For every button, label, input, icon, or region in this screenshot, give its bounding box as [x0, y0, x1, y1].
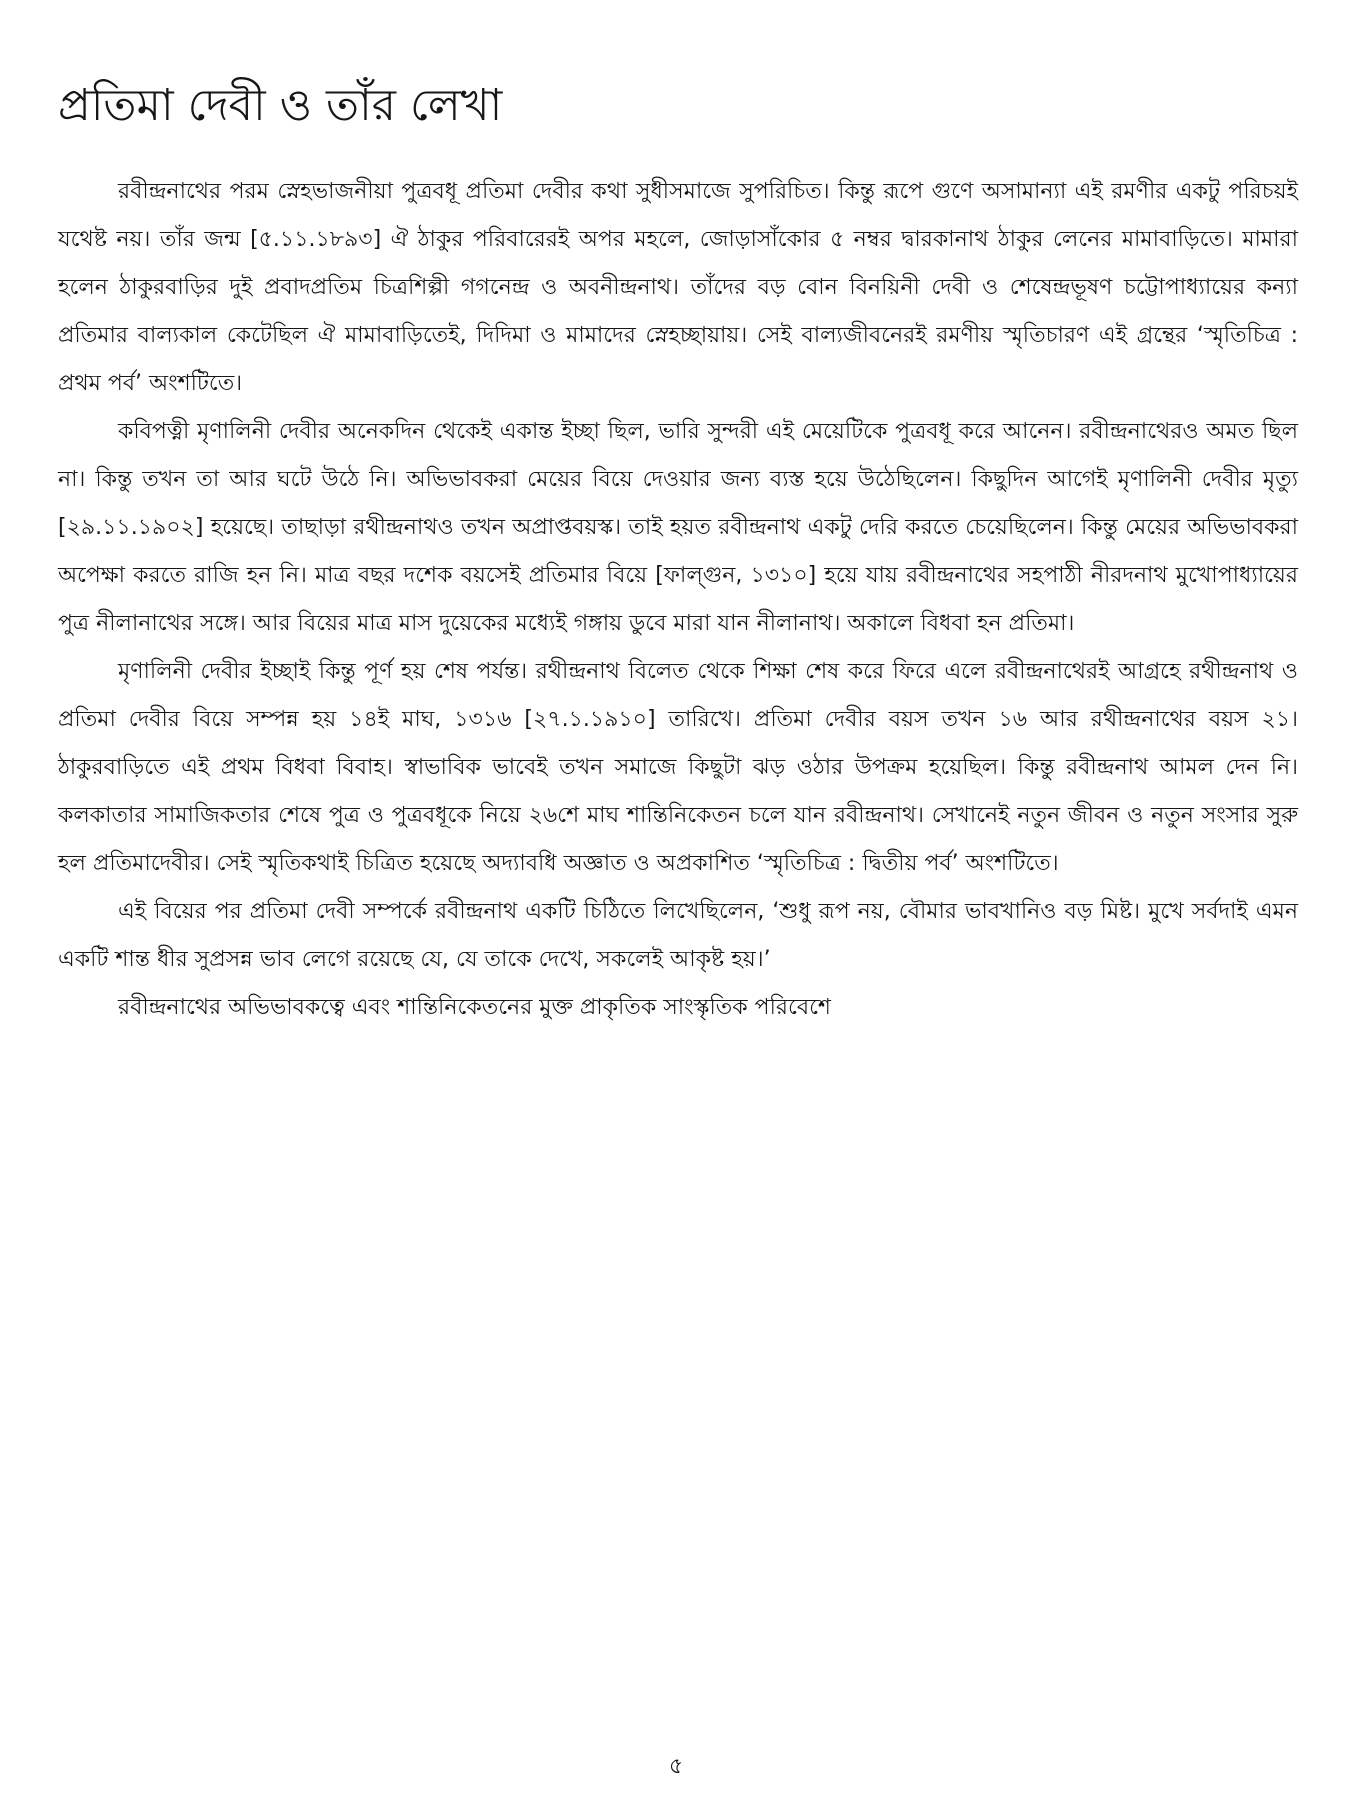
page-number: ৫ [668, 1754, 684, 1779]
paragraph: রবীন্দ্রনাথের পরম স্নেহভাজনীয়া পুত্রবধূ প্রতিমা দেবীর কথা সুধীসমাজে সুপরিচিত। কিন্তু রূপে গুণে অসামান্যা এই রমণীর একটু পরিচয়ই যথেষ্ট নয়। তাঁর জন্ম [৫.১১.১৮৯৩] ঐ ঠাকুর পরিবারেরই অপর মহলে, জোড়াসাঁকোর ৫ নম্বর দ্বারকানাথ ঠাকুর লেনের মামাবাড়িতে। মামারা হলেন ঠাকুরবাড়ির দুই প্রবাদপ্রতিম চিত্রশিল্পী গগনেন্দ্র ও অবনীন্দ্রনাথ। তাঁদের বড় বোন বিনয়িনী দেবী ও শেষেন্দ্রভূষণ চট্টোপাধ্যায়ের কন্যা প্রতিমার বাল্যকাল কেটেছিল ঐ মামাবাড়িতেই, দিদিমা ও মামাদের স্নেহচ্ছায়ায়। সেই বাল্যজীবনেরই রমণীয় স্মৃতিচারণ এই গ্রন্থের ‘স্মৃতিচিত্র : প্রথম পর্ব’ অংশটিতে। [58, 179, 1298, 396]
paragraph: কবিপত্নী মৃণালিনী দেবীর অনেকদিন থেকেই একান্ত ইচ্ছা ছিল, ভারি সুন্দরী এই মেয়েটিকে পুত্রবধূ করে আনেন। রবীন্দ্রনাথেরও অমত ছিল না। কিন্তু তখন তা আর ঘটে উঠে নি। অভিভাবকরা মেয়ের বিয়ে দেওয়ার জন্য ব্যস্ত হয়ে উঠেছিলেন। কিছুদিন আগেই মৃণালিনী দেবীর মৃত্যু [২৯.১১.১৯০২] হয়েছে। তাছাড়া রথীন্দ্রনাথও তখন অপ্রাপ্তবয়স্ক। তাই হয়ত রবীন্দ্রনাথ একটু দেরি করতে চেয়েছিলেন। কিন্তু মেয়ের অভিভাবকরা অপেক্ষা করতে রাজি হন নি। মাত্র বছর দশেক বয়সেই প্রতিমার বিয়ে [ফাল্গুন, ১৩১০] হয়ে যায় রবীন্দ্রনাথের সহপাঠী নীরদনাথ মুখোপাধ্যায়ের পুত্র নীলানাথের সঙ্গে। আর বিয়ের মাত্র মাস দুয়েকের মধ্যেই গঙ্গায় ডুবে মারা যান নীলানাথ। অকালে বিধবা হন প্রতিমা। [58, 419, 1298, 636]
body-text [58, 168, 1298, 1032]
chapter-title: প্রতিমা দেবী ও তাঁর লেখা [58, 80, 503, 131]
paragraph: এই বিয়ের পর প্রতিমা দেবী সম্পর্কে রবীন্দ্রনাথ একটি চিঠিতে লিখেছিলেন, ‘শুধু রূপ নয়, বৌমার ভাবখানিও বড় মিষ্ট। মুখে সর্বদাই এমন একটি শান্ত ধীর সুপ্রসন্ন ভাব লেগে রয়েছে যে, যে তাকে দেখে, সকলেই আকৃষ্ট হয়।’ [58, 899, 1298, 972]
paragraph: মৃণালিনী দেবীর ইচ্ছাই কিন্তু পূর্ণ হয় শেষ পর্যন্ত। রথীন্দ্রনাথ বিলেত থেকে শিক্ষা শেষ করে ফিরে এলে রবীন্দ্রনাথেরই আগ্রহে রথীন্দ্রনাথ ও প্রতিমা দেবীর বিয়ে সম্পন্ন হয় ১৪ই মাঘ, ১৩১৬ [২৭.১.১৯১০] তারিখে। প্রতিমা দেবীর বয়স তখন ১৬ আর রথীন্দ্রনাথের বয়স ২১। ঠাকুরবাড়িতে এই প্রথম বিধবা বিবাহ। স্বাভাবিক ভাবেই তখন সমাজে কিছুটা ঝড় ওঠার উপক্রম হয়েছিল। কিন্তু রবীন্দ্রনাথ আমল দেন নি। কলকাতার সামাজিকতার শেষে পুত্র ও পুত্রবধূকে নিয়ে ২৬শে মাঘ শান্তিনিকেতন চলে যান রবীন্দ্রনাথ। সেখানেই নতুন জীবন ও নতুন সংসার সুরু হল প্রতিমাদেবীর। সেই স্মৃতিকথাই চিত্রিত হয়েছে অদ্যাবধি অজ্ঞাত ও অপ্রকাশিত ‘স্মৃতিচিত্র : দ্বিতীয় পর্ব’ অংশটিতে। [58, 659, 1298, 876]
paragraph: রবীন্দ্রনাথের অভিভাবকত্বে এবং শান্তিনিকেতনের মুক্ত প্রাকৃতিক সাংস্কৃতিক পরিবেশে [118, 995, 831, 1020]
